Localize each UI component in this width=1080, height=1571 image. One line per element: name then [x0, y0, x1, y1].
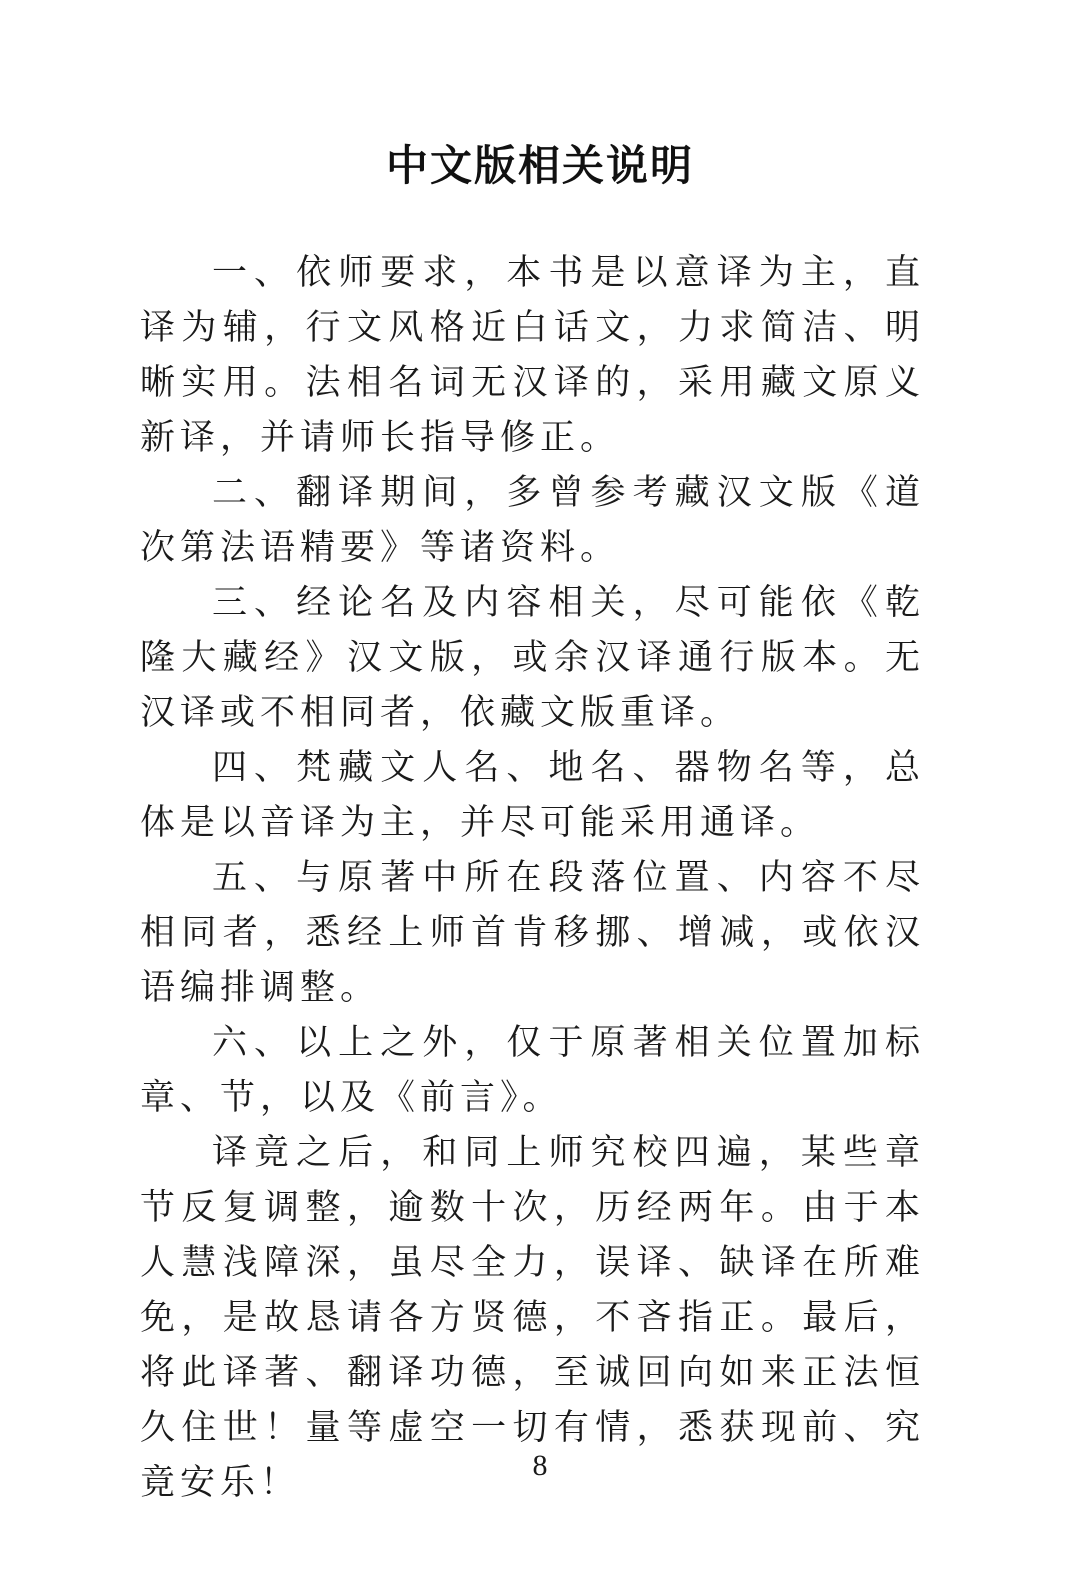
paragraph-4: 四、梵藏文人名、地名、器物名等，总体是以音译为主，并尽可能采用通译。	[140, 748, 925, 843]
paragraph-2: 二、翻译期间，多曾参考藏汉文版《道次第法语精要》等诸资料。	[140, 473, 925, 568]
paragraph-1: 一、依师要求，本书是以意译为主，直译为辅，行文风格近白话文，力求简洁、明晰实用。法相名词无汉译的，采用藏文原义新译，并请师长指导修正。	[140, 253, 925, 458]
paragraph-3: 三、经论名及内容相关，尽可能依《乾隆大藏经》汉文版，或余汉译通行版本。无汉译或不相同者，依藏文版重译。	[140, 583, 925, 733]
page-number: 8	[532, 1449, 548, 1482]
paragraph-5: 五、与原著中所在段落位置、内容不尽相同者，悉经上师首肯移挪、增减，或依汉语编排调整。	[140, 858, 925, 1008]
paragraph-6: 六、以上之外，仅于原著相关位置加标章、节，以及《前言》。	[140, 1023, 925, 1118]
document-body	[140, 246, 925, 1511]
page-title: 中文版相关说明	[385, 141, 694, 190]
paragraph-7: 译竟之后，和同上师究校四遍，某些章节反复调整，逾数十次，历经两年。由于本人慧浅障深，虽尽全力，误译、缺译在所难免，是故恳请各方贤德，不吝指正。最后，将此译著、翻译功德，至诚回向如来正法恒久住世！量等虚空一切有情，悉获现前、究竟安乐！	[140, 1133, 925, 1503]
